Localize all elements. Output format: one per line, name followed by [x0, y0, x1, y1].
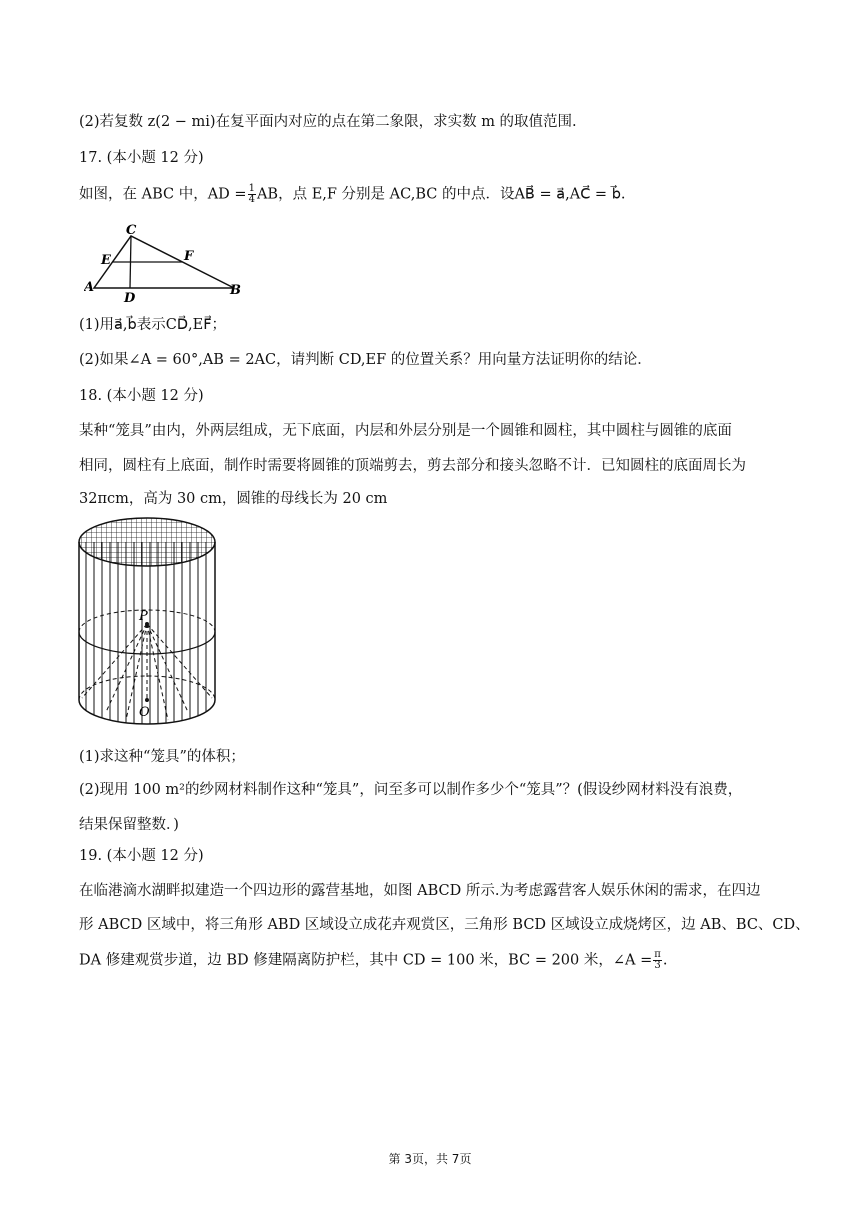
question-18-text-3: 32πcm，高为 30 cm，圆锥的母线长为 20 cm [79, 491, 388, 507]
question-17-heading: 17. (本小题 12 分) [79, 150, 204, 166]
question-17-text-b: AB，点 E,F 分别是 AC,BC 的中点．设AB⃗ = a⃗,AC⃗ = b⃗. [256, 186, 626, 203]
label-B: B [230, 283, 241, 298]
cage-figure [76, 512, 218, 730]
fraction-numerator: 1 [248, 183, 255, 194]
question-18-part-2: (2)现用 100 m²的纱网材料制作这种“笼具”，问至多可以制作多少个“笼具”？(假设纱网材料没有浪费， [79, 782, 743, 798]
label-C: C [126, 223, 137, 238]
fraction-one-quarter [248, 184, 256, 205]
triangle-figure [84, 222, 246, 304]
fraction-pi-third [653, 950, 662, 971]
fraction-denominator: 3 [654, 960, 661, 971]
label-O: O [139, 705, 150, 720]
question-18-text-1: 某种“笼具”由内，外两层组成，无下底面，内层和外层分别是一个圆锥和圆柱，其中圆柱与圆锥的底面 [79, 423, 732, 439]
question-19-text-2: 形 ABCD 区域中，将三角形 ABD 区域设立成花卉观赏区，三角形 BCD 区域设立成烧烤区，边 AB、BC、CD、 [79, 917, 810, 933]
question-18-part-1: (1)求这种“笼具”的体积； [79, 749, 245, 765]
question-18-heading: 18. (本小题 12 分) [79, 388, 204, 404]
question-19-text-3a: DA 修建观赏步道，边 BD 修建隔离防护栏，其中 CD = 100 米，BC = 200 米，∠A = [79, 952, 653, 969]
question-19-heading: 19. (本小题 12 分) [79, 848, 204, 864]
page-footer: 第 3页，共 7页 [388, 1152, 472, 1166]
label-E: E [101, 253, 111, 268]
fraction-denominator: 4 [248, 194, 255, 205]
question-19-text-3 [79, 950, 667, 971]
question-17-statement [79, 184, 626, 205]
question-19-text-3b: . [662, 952, 668, 969]
question-17-text-a: 如图，在 ABC 中，AD = [79, 186, 247, 203]
question-18-part-2-cont: 结果保留整数．) [79, 817, 179, 833]
label-P: P [139, 609, 148, 624]
question-16-part-2: (2)若复数 z(2 − mi)在复平面内对应的点在第二象限，求实数 m 的取值范围. [79, 114, 577, 130]
question-19-text-1: 在临港滴水湖畔拟建造一个四边形的露营基地，如图 ABCD 所示.为考虑露营客人娱乐休闲的需求，在四边 [79, 883, 761, 899]
question-17-part-1: (1)用a⃗,b⃗表示CD⃗,EF⃗； [79, 317, 227, 333]
question-17-part-2: (2)如果∠A = 60°,AB = 2AC，请判断 CD,EF 的位置关系？用向量方法证明你的结论． [79, 352, 652, 368]
label-D: D [124, 291, 136, 304]
fraction-numerator: π [654, 949, 661, 960]
label-F: F [184, 249, 194, 264]
question-18-text-2: 相同，圆柱有上底面，制作时需要将圆锥的顶端剪去，剪去部分和接头忽略不计．已知圆柱的底面周长为 [79, 458, 746, 474]
label-A: A [84, 280, 95, 295]
